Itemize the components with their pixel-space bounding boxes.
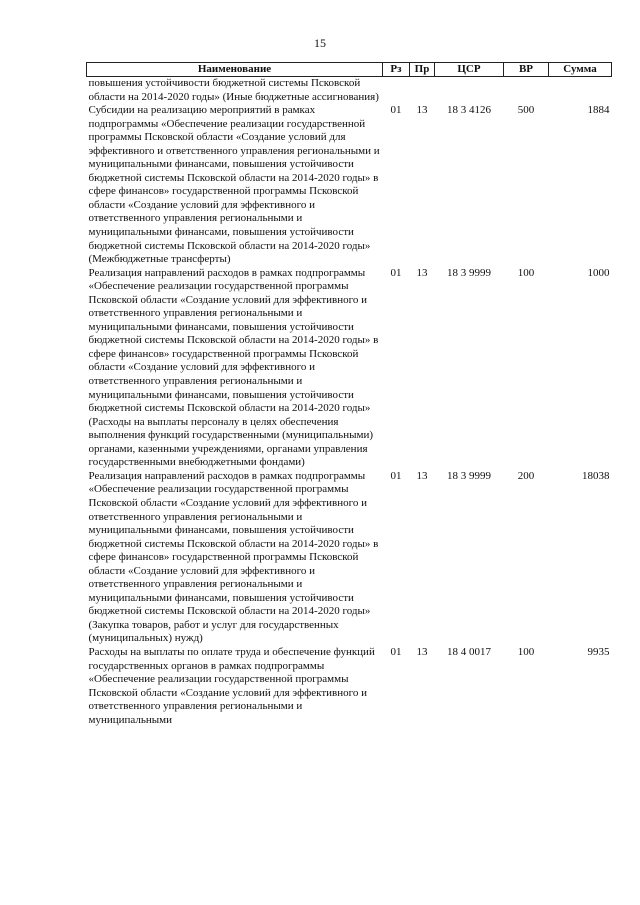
cell-pr bbox=[410, 77, 435, 105]
cell-sum: 9935 bbox=[587, 645, 610, 658]
cell-pr: 13 bbox=[416, 469, 428, 482]
cell-pr: 13 bbox=[416, 645, 428, 658]
cell-pr: 13 bbox=[416, 104, 428, 117]
cell-vr: 100 bbox=[517, 645, 535, 658]
cell-pr: 13 bbox=[416, 266, 428, 279]
cell-csr: 18 3 4126 bbox=[447, 104, 491, 117]
table-row bbox=[87, 646, 612, 727]
cell-vr: 100 bbox=[517, 266, 535, 279]
table-row bbox=[87, 77, 612, 105]
cell-rz: 01 bbox=[390, 645, 402, 658]
cell-csr: 18 3 9999 bbox=[447, 469, 491, 482]
table-row bbox=[87, 470, 612, 646]
budget-table bbox=[86, 62, 612, 727]
header-vr: ВР bbox=[504, 63, 549, 77]
cell-sum: 1884 bbox=[587, 104, 610, 117]
cell-name: повышения устойчивости бюджетной системы Псковской области на 2014-2020 годы» (Иные бюджетные ассигнования) bbox=[88, 77, 379, 103]
cell-name: Реализация направлений расходов в рамках подпрограммы «Обеспечение реализации государственной программы Псковской области «Создание условий для эффективного и ответственного управления региональными и муниципальными финансами, повышения устойчивости бюджетной системы Псковской области на 2014-2020 годы» в сфере финансов» государственной программы Псковской области «Создание условий для эффективного и ответственного управления региональными и муниципальными финансами, повышения устойчивости бюджетной системы Псковской области на 2014-2020 годы» (Закупка товаров, работ и услуг для государственных (муниципальных) нужд) bbox=[88, 469, 379, 645]
table-header-row bbox=[87, 63, 612, 77]
cell-vr bbox=[504, 77, 549, 105]
cell-vr: 500 bbox=[517, 104, 535, 117]
cell-rz: 01 bbox=[390, 104, 402, 117]
header-csr: ЦСР bbox=[435, 63, 504, 77]
header-rz: Рз bbox=[383, 63, 410, 77]
cell-name: Расходы на выплаты по оплате труда и обеспечение функций государственных органов в рамках подпрограммы «Обеспечение реализации государственной программы Псковской области «Создание условий для эффективного и ответственного управления региональными и муниципальными bbox=[88, 645, 375, 726]
header-pr: Пр bbox=[410, 63, 435, 77]
table-row bbox=[87, 104, 612, 267]
cell-csr: 18 3 9999 bbox=[447, 266, 491, 279]
cell-name: Реализация направлений расходов в рамках подпрограммы «Обеспечение реализации государственной программы Псковской области «Создание условий для эффективного и ответственного управления региональными и муниципальными финансами, повышения устойчивости бюджетной системы Псковской области на 2014-2020 годы» в сфере финансов» государственной программы Псковской области «Создание условий для эффективного и ответственного управления региональными и муниципальными финансами, повышения устойчивости бюджетной системы Псковской области на 2014-2020 годы» (Расходы на выплаты персоналу в целях обеспечения выполнения функций государственными (муниципальными) органами, казенными учреждениями, органами управления государственными внебюджетными фондами) bbox=[88, 266, 379, 469]
cell-rz: 01 bbox=[390, 469, 402, 482]
cell-name: Субсидии на реализацию мероприятий в рамках подпрограммы «Обеспечение реализации государственной программы Псковской области «Создание условий для эффективного и ответственного управления региональными и муниципальными финансами, повышения устойчивости бюджетной системы Псковской области на 2014-2020 годы» в сфере финансов» государственной программы Псковской области «Создание условий для эффективного и ответственного управления региональными и муниципальными финансами, повышения устойчивости бюджетной системы Псковской области на 2014-2020 годы» (Межбюджетные трансферты) bbox=[88, 104, 380, 266]
header-sum: Сумма bbox=[549, 63, 612, 77]
cell-csr: 18 4 0017 bbox=[447, 645, 491, 658]
page-number: 15 bbox=[314, 36, 326, 50]
cell-rz bbox=[383, 77, 410, 105]
cell-sum bbox=[549, 77, 612, 105]
cell-csr bbox=[435, 77, 504, 105]
cell-sum: 18038 bbox=[582, 469, 610, 482]
header-name: Наименование bbox=[87, 63, 383, 77]
table-row bbox=[87, 267, 612, 470]
cell-sum: 1000 bbox=[587, 266, 610, 279]
cell-rz: 01 bbox=[390, 266, 402, 279]
cell-vr: 200 bbox=[517, 469, 535, 482]
